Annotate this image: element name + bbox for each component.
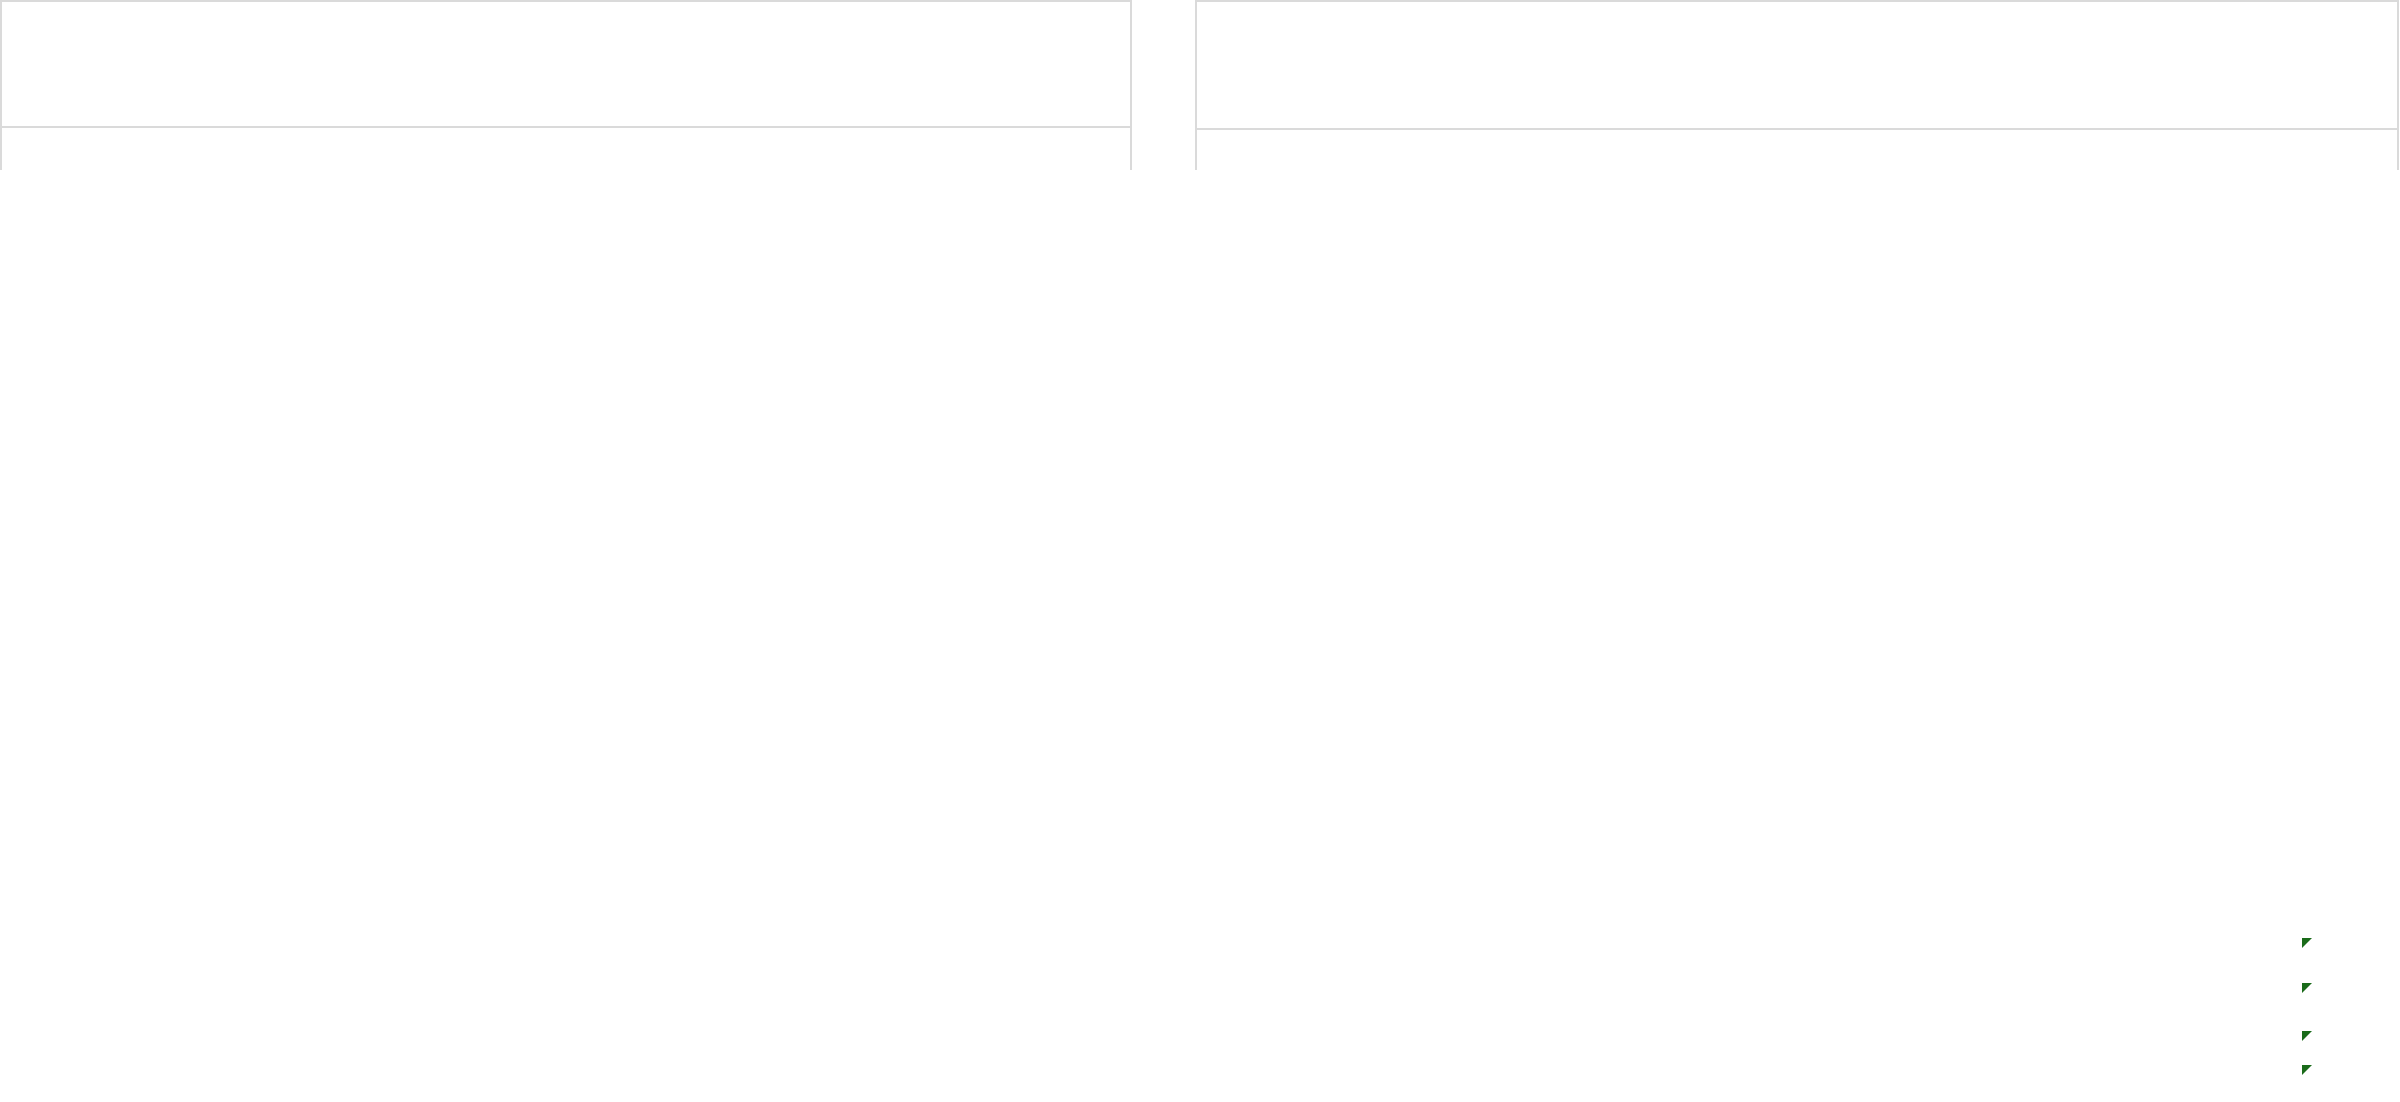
marker-shape	[2302, 1031, 2312, 1041]
left-grid-header[interactable]	[2, 2, 1130, 128]
marker-shape	[2302, 983, 2312, 993]
green-corner-triangle-icon	[2302, 983, 2312, 993]
marker-shape	[2302, 1065, 2312, 1075]
right-grid-panel	[1195, 0, 2399, 170]
green-corner-triangle-icon	[2302, 938, 2312, 948]
green-corner-triangle-icon	[2302, 1065, 2312, 1075]
cell-markers-column	[2302, 0, 2316, 1102]
marker-shape	[2302, 938, 2312, 948]
right-grid-header[interactable]	[1197, 2, 2397, 130]
left-grid-panel	[0, 0, 1132, 170]
left-grid-body[interactable]	[2, 128, 1130, 170]
green-corner-triangle-icon	[2302, 1031, 2312, 1041]
right-grid-body[interactable]	[1197, 130, 2397, 170]
